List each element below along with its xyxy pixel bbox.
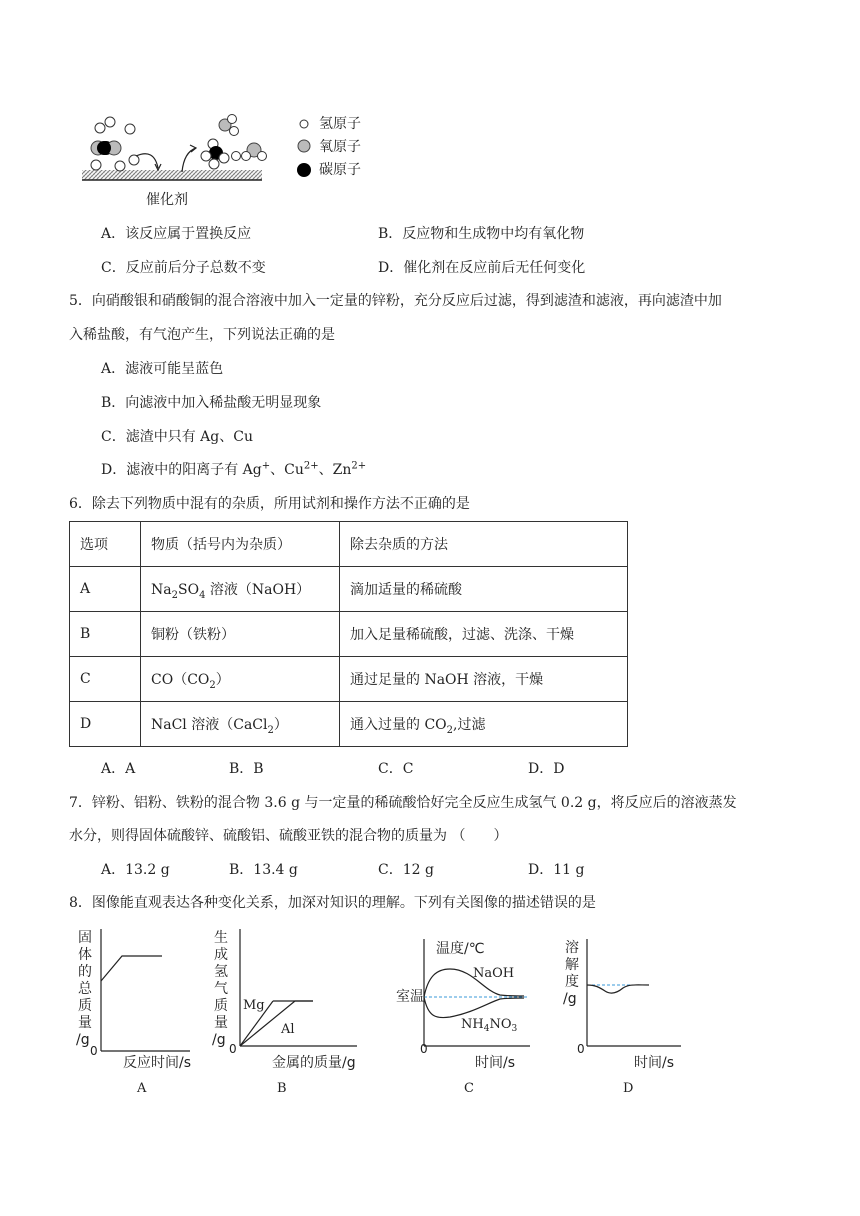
table-row bbox=[70, 657, 628, 702]
q5-d-sep2: 、Zn bbox=[318, 462, 352, 478]
graph-a-origin: 0 bbox=[90, 1044, 98, 1058]
graph-d-ylabel bbox=[563, 939, 579, 1007]
graph-a-xlabel: 反应时间/s bbox=[123, 1055, 192, 1071]
q7-option-b: B．13.4 g bbox=[229, 862, 298, 878]
q6-table bbox=[69, 521, 628, 747]
svg-text:成: 成 bbox=[214, 947, 228, 963]
graph-c-origin: 0 bbox=[420, 1042, 428, 1056]
graph-d-xlabel: 时间/s bbox=[634, 1055, 675, 1071]
graph-a-curve bbox=[101, 956, 162, 981]
graph-c-nh4no3-curve bbox=[424, 997, 524, 1018]
graph-d-curve bbox=[587, 985, 649, 993]
q6-stem: 6．除去下列物质中混有的杂质，所用试剂和操作方法不正确的是 bbox=[69, 496, 470, 512]
legend-oxygen: 氧原子 bbox=[319, 139, 361, 155]
graph-c bbox=[380, 925, 540, 1095]
graph-a-ylabel bbox=[76, 930, 93, 1048]
graph-a bbox=[70, 925, 200, 1095]
product-molecules bbox=[201, 115, 267, 170]
q4-option-b: B．反应物和生成物中均有氧化物 bbox=[378, 226, 585, 242]
svg-text:度: 度 bbox=[565, 974, 579, 990]
header-substance: 物质（括号内为杂质） bbox=[141, 522, 340, 567]
hydrogen-atom-icon bbox=[300, 120, 308, 128]
q5-d-prefix: D．滤液中的阳离子有 Ag bbox=[101, 462, 262, 478]
row-option: B bbox=[70, 612, 141, 657]
q6-option-d: D．D bbox=[528, 761, 565, 777]
graph-c-lower-label: $NH_4NO_3$ bbox=[461, 1017, 518, 1034]
graph-d bbox=[555, 925, 695, 1095]
svg-text:质: 质 bbox=[78, 998, 92, 1014]
svg-text:溶: 溶 bbox=[565, 940, 579, 956]
row-option: C bbox=[70, 657, 141, 702]
row-method: 通入过量的 $CO_2$,过滤 bbox=[340, 702, 628, 747]
q4-option-c: C．反应前后分子总数不变 bbox=[101, 260, 266, 276]
graph-c-caption: C bbox=[464, 1081, 474, 1095]
graph-b-mg-label: Mg bbox=[243, 998, 265, 1013]
q7-option-d: D．11 g bbox=[528, 862, 585, 878]
table-row bbox=[70, 612, 628, 657]
q5-d-sep1: 、Cu bbox=[270, 462, 304, 478]
q6-option-c: C．C bbox=[378, 761, 414, 777]
graph-c-xlabel: 时间/s bbox=[475, 1055, 516, 1071]
q7-stem-line1: 7．锌粉、铝粉、铁粉的混合物 3.6 g 与一定量的稀硫酸恰好完全反应生成氢气 0.2 g，将反应后的溶液蒸发 bbox=[69, 795, 737, 811]
q4-option-a: A．该反应属于置换反应 bbox=[101, 226, 252, 242]
q4-option-d: D．催化剂在反应前后无任何变化 bbox=[378, 260, 586, 276]
svg-text:量: 量 bbox=[214, 1015, 228, 1031]
graph-b bbox=[205, 925, 365, 1095]
header-method: 除去杂质的方法 bbox=[340, 522, 628, 567]
up-arrow-icon bbox=[182, 148, 196, 172]
q5-d-sup2: 2+ bbox=[303, 460, 319, 472]
q5-option-a: A．滤液可能呈蓝色 bbox=[101, 361, 224, 377]
q7-stem-line2: 水分，则得固体硫酸锌、硫酸铝、硫酸亚铁的混合物的质量为 （ ） bbox=[69, 828, 508, 844]
row-method: 滴加适量的稀硫酸 bbox=[340, 567, 628, 612]
graph-c-ref-label: 室温 bbox=[396, 989, 424, 1005]
q5-d-sup3: 2+ bbox=[351, 460, 367, 472]
graph-b-ylabel bbox=[212, 929, 228, 1048]
row-substance: NaCl 溶液（CaCl$_2$） bbox=[141, 702, 340, 747]
carbon-atom-icon bbox=[297, 163, 311, 177]
row-option: A bbox=[70, 567, 141, 612]
q7-option-a: A．13.2 g bbox=[101, 862, 170, 878]
legend-hydrogen: 氢原子 bbox=[319, 116, 361, 132]
graph-a-caption: A bbox=[137, 1081, 147, 1095]
svg-text:生: 生 bbox=[214, 930, 228, 946]
row-substance: $Na_2SO_4$ 溶液（NaOH） bbox=[141, 567, 340, 612]
q5-stem-line1: 5．向硝酸银和硝酸铜的混合溶液中加入一定量的锌粉，充分反应后过滤，得到滤渣和滤液，再向滤渣中加 bbox=[69, 293, 722, 309]
q5-option-b: B．向滤液中加入稀盐酸无明显现象 bbox=[101, 395, 322, 411]
q7-option-c: C．12 g bbox=[378, 862, 434, 878]
graph-d-caption: D bbox=[623, 1081, 634, 1095]
graph-b-xlabel: 金属的质量/g bbox=[272, 1055, 356, 1071]
svg-text:/g: /g bbox=[563, 991, 577, 1007]
svg-text:/g: /g bbox=[76, 1032, 90, 1048]
svg-text:解: 解 bbox=[565, 957, 579, 973]
svg-text:质: 质 bbox=[214, 998, 228, 1014]
q6-option-a: A．A bbox=[101, 761, 136, 777]
catalyst-surface bbox=[82, 170, 262, 180]
svg-text:的: 的 bbox=[78, 964, 92, 980]
row-option: D bbox=[70, 702, 141, 747]
row-method: 加入足量稀硫酸，过滤、洗涤、干燥 bbox=[340, 612, 628, 657]
graph-c-ylabel: 温度/℃ bbox=[436, 941, 485, 957]
svg-text:气: 气 bbox=[214, 981, 228, 997]
svg-text:体: 体 bbox=[78, 947, 92, 963]
row-substance: $CO(CO_2)$ bbox=[141, 657, 340, 702]
graph-d-origin: 0 bbox=[577, 1042, 585, 1056]
svg-text:量: 量 bbox=[78, 1015, 92, 1031]
row-method: 通过足量的 NaOH 溶液，干燥 bbox=[340, 657, 628, 702]
q5-stem-line2: 入稀盐酸，有气泡产生，下列说法正确的是 bbox=[69, 327, 335, 343]
svg-text:氢: 氢 bbox=[214, 964, 228, 980]
reactant-molecules bbox=[91, 117, 139, 171]
q8-stem: 8．图像能直观表达各种变化关系，加深对知识的理解。下列有关图像的描述错误的是 bbox=[69, 895, 596, 911]
q5-option-c: C．滤渣中只有 Ag、Cu bbox=[101, 429, 253, 445]
graph-b-al-label: Al bbox=[281, 1022, 295, 1037]
table-header-row bbox=[70, 522, 628, 567]
table-row bbox=[70, 567, 628, 612]
svg-text:/g: /g bbox=[212, 1032, 226, 1048]
row-substance: 铜粉（铁粉） bbox=[141, 612, 340, 657]
header-option: 选项 bbox=[70, 522, 141, 567]
q6-option-b: B．B bbox=[229, 761, 264, 777]
svg-text:总: 总 bbox=[78, 981, 92, 997]
graph-b-origin: 0 bbox=[229, 1042, 237, 1056]
legend-carbon: 碳原子 bbox=[319, 162, 361, 178]
q5-d-sup1: + bbox=[261, 460, 271, 472]
graph-b-caption: B bbox=[277, 1081, 287, 1095]
q5-option-d bbox=[101, 461, 366, 479]
catalyst-label: 催化剂 bbox=[146, 192, 188, 208]
oxygen-atom-icon bbox=[298, 140, 310, 152]
svg-text:固: 固 bbox=[78, 930, 92, 946]
table-row bbox=[70, 702, 628, 747]
graph-c-upper-label: NaOH bbox=[473, 966, 515, 981]
